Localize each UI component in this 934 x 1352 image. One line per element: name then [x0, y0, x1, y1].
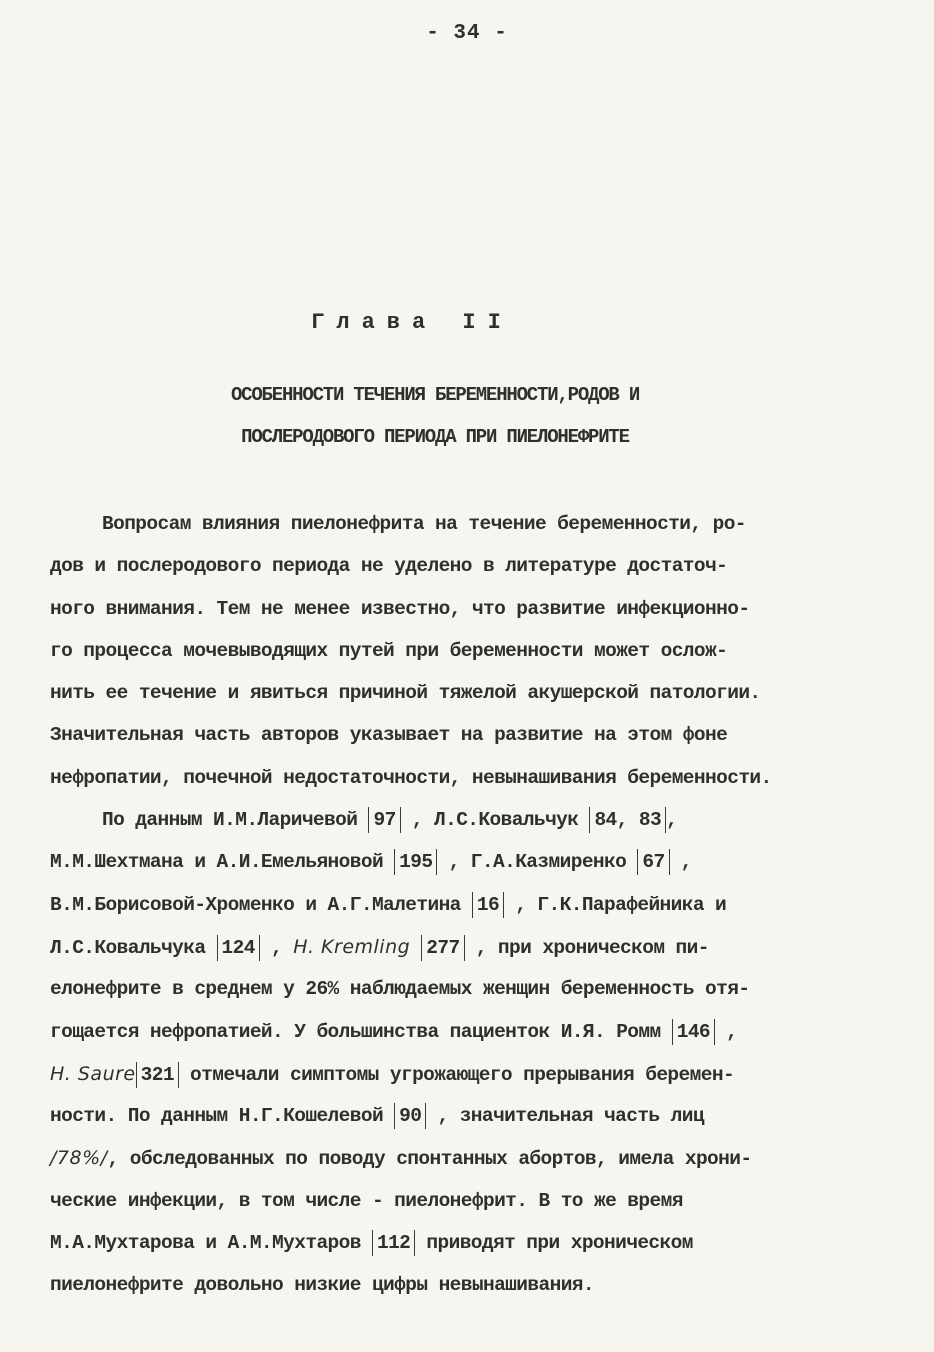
citation: 146	[672, 1019, 715, 1045]
text-line	[50, 926, 895, 968]
text-line	[50, 799, 895, 841]
handwritten-author-name: H. Saure	[50, 1062, 136, 1085]
chapter-title: Глава II	[311, 310, 513, 335]
citation: 124	[217, 935, 260, 961]
text-line: ческие инфекции, в том числе - пиелонефрит. В то же время	[50, 1189, 683, 1212]
text-fragment: гощается нефропатией. У большинства пациенток И.Я. Ромм	[50, 1020, 661, 1043]
citation: 90	[394, 1103, 426, 1129]
text-line: Значительная часть авторов указывает на развитие на этом фоне	[50, 724, 728, 747]
text-fragment: , значительная часть лиц	[437, 1105, 704, 1128]
text-fragment: Л.С.Ковальчука	[50, 936, 206, 959]
text-fragment: , при хроническом пи-	[475, 936, 709, 959]
text-line: пиелонефрите довольно низкие цифры невынашивания.	[50, 1274, 594, 1297]
text-fragment: ,	[666, 809, 678, 832]
text-fragment: М.А.Мухтарова и А.М.Мухтаров	[50, 1232, 361, 1255]
citation: 112	[372, 1230, 415, 1256]
citation: 84, 83	[589, 807, 666, 833]
text-line	[50, 1137, 895, 1179]
text-line: нить ее течение и явиться причиной тяжелой акушерской патологии.	[50, 682, 761, 705]
text-fragment: , обследованных по поводу спонтанных абортов, имела хрони-	[107, 1148, 752, 1171]
text-fragment: ,	[270, 936, 283, 959]
text-fragment: По данным И.М.Ларичевой	[102, 809, 358, 832]
citation: 321	[136, 1062, 179, 1088]
handwritten-author-name: H. Kremling	[293, 935, 411, 958]
page-number: - 34 -	[426, 22, 508, 45]
text-line: дов и послеродового периода не уделено в литературе достаточ-	[50, 555, 728, 578]
chapter-heading-line-1: ОСОБЕННОСТИ ТЕЧЕНИЯ БЕРЕМЕННОСТИ,РОДОВ И	[230, 384, 640, 406]
text-line	[50, 1222, 895, 1264]
text-fragment: ,	[726, 1020, 738, 1043]
text-line: Вопросам влияния пиелонефрита на течение беременности, ро-	[102, 513, 746, 535]
text-line	[50, 884, 895, 926]
citation: 277	[421, 935, 464, 961]
text-line	[50, 841, 895, 883]
text-fragment: В.М.Борисовой-Хроменко и А.Г.Малетина	[50, 893, 461, 916]
citation: 16	[472, 892, 504, 918]
text-line: го процесса мочевыводящих путей при беременности может ослож-	[50, 639, 728, 662]
text-line: нефропатии, почечной недостаточности, невынашивания беременности.	[50, 766, 772, 789]
text-fragment: приводят при хроническом	[426, 1232, 693, 1255]
text-fragment: , Г.К.Парафейника и	[515, 893, 727, 916]
citation: 67	[637, 849, 669, 875]
text-fragment: М.М.Шехтмана и А.И.Емельяновой	[50, 851, 384, 874]
text-line	[50, 1095, 895, 1137]
text-fragment: ности. По данным Н.Г.Кошелевой	[50, 1105, 384, 1128]
text-line	[50, 1053, 895, 1095]
citation: 97	[368, 807, 400, 833]
text-line: елонефрите в среднем у 26% наблюдаемых женщин беременность отя-	[50, 978, 750, 1001]
text-line: ного внимания. Тем не менее известно, что развитие инфекционно-	[50, 597, 750, 620]
handwritten-percentage: /78%/	[50, 1147, 108, 1170]
text-fragment: , Л.С.Ковальчук	[411, 809, 579, 832]
citation: 195	[394, 849, 437, 875]
text-fragment: отмечали симптомы угрожающего прерывания беремен-	[190, 1063, 735, 1086]
text-line	[50, 1011, 895, 1053]
text-fragment: ,	[680, 851, 692, 874]
text-fragment: , Г.А.Казмиренко	[448, 851, 627, 874]
chapter-heading-line-2: ПОСЛЕРОДОВОГО ПЕРИОДА ПРИ ПИЕЛОНЕФРИТЕ	[241, 426, 629, 448]
body-text	[50, 503, 895, 1307]
